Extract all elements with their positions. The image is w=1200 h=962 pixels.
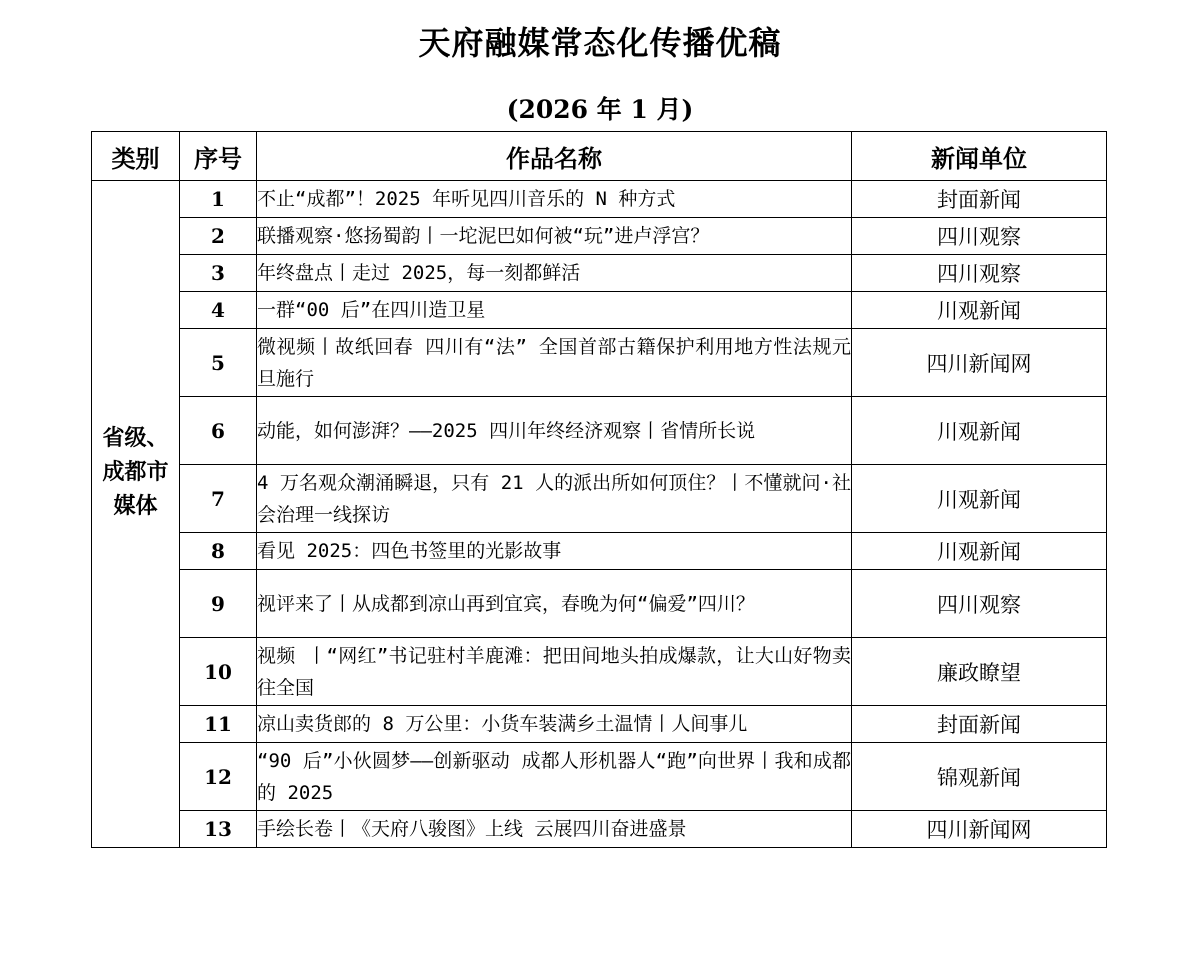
table-row	[92, 292, 1107, 329]
row-number: 4	[180, 292, 257, 329]
table-row	[92, 218, 1107, 255]
row-number: 2	[180, 218, 257, 255]
row-number: 1	[180, 181, 257, 218]
category-label: 省级、成都市媒体	[102, 426, 169, 519]
row-number: 10	[180, 638, 257, 706]
page-subtitle: (2026 年 1 月)	[506, 95, 694, 124]
work-title: 一群“00 后”在四川造卫星	[257, 292, 852, 329]
header-number: 序号	[180, 132, 257, 181]
news-unit: 四川观察	[852, 218, 1107, 255]
table-row	[92, 465, 1107, 533]
news-unit: 川观新闻	[852, 465, 1107, 533]
news-unit: 封面新闻	[852, 181, 1107, 218]
work-title: 不止“成都”！2025 年听见四川音乐的 N 种方式	[257, 181, 852, 218]
table-row	[92, 743, 1107, 811]
work-title: 动能，如何澎湃？——2025 四川年终经济观察丨省情所长说	[257, 397, 852, 465]
table-row	[92, 706, 1107, 743]
row-number: 9	[180, 570, 257, 638]
row-number: 8	[180, 533, 257, 570]
row-number: 3	[180, 255, 257, 292]
table-row	[92, 181, 1107, 218]
table-row	[92, 533, 1107, 570]
work-title: 年终盘点丨走过 2025，每一刻都鲜活	[257, 255, 852, 292]
header-news-unit: 新闻单位	[852, 132, 1107, 181]
table-header-row	[92, 132, 1107, 181]
manuscript-table	[91, 131, 1107, 848]
news-unit: 四川新闻网	[852, 811, 1107, 848]
news-unit: 川观新闻	[852, 533, 1107, 570]
work-title: 4 万名观众潮涌瞬退，只有 21 人的派出所如何顶住？丨不懂就问·社会治理一线探访	[257, 465, 852, 533]
news-unit: 锦观新闻	[852, 743, 1107, 811]
work-title: 凉山卖货郎的 8 万公里：小货车装满乡土温情丨人间事儿	[257, 706, 852, 743]
work-title: “90 后”小伙圆梦——创新驱动 成都人形机器人“跑”向世界丨我和成都的 2025	[257, 743, 852, 811]
table-row	[92, 397, 1107, 465]
row-number: 11	[180, 706, 257, 743]
news-unit: 四川观察	[852, 570, 1107, 638]
news-unit: 廉政瞭望	[852, 638, 1107, 706]
table-row	[92, 811, 1107, 848]
row-number: 6	[180, 397, 257, 465]
header-category: 类别	[92, 132, 180, 181]
row-number: 13	[180, 811, 257, 848]
row-number: 7	[180, 465, 257, 533]
row-number: 12	[180, 743, 257, 811]
category-cell	[92, 181, 180, 848]
work-title: 看见 2025：四色书签里的光影故事	[257, 533, 852, 570]
row-number: 5	[180, 329, 257, 397]
news-unit: 四川新闻网	[852, 329, 1107, 397]
work-title: 微视频丨故纸回春 四川有“法” 全国首部古籍保护利用地方性法规元旦施行	[257, 329, 852, 397]
news-unit: 四川观察	[852, 255, 1107, 292]
work-title: 联播观察·悠扬蜀韵丨一坨泥巴如何被“玩”进卢浮宫？	[257, 218, 852, 255]
work-title: 视评来了丨从成都到凉山再到宜宾，春晚为何“偏爱”四川？	[257, 570, 852, 638]
news-unit: 川观新闻	[852, 292, 1107, 329]
work-title: 视频 丨“网红”书记驻村羊鹿滩：把田间地头拍成爆款，让大山好物卖往全国	[257, 638, 852, 706]
table-row	[92, 570, 1107, 638]
work-title: 手绘长卷丨《天府八骏图》上线 云展四川奋进盛景	[257, 811, 852, 848]
table-row	[92, 329, 1107, 397]
news-unit: 封面新闻	[852, 706, 1107, 743]
page-title: 天府融媒常态化传播优稿	[418, 24, 782, 62]
header-work-title: 作品名称	[257, 132, 852, 181]
table-row	[92, 255, 1107, 292]
table-row	[92, 638, 1107, 706]
news-unit: 川观新闻	[852, 397, 1107, 465]
